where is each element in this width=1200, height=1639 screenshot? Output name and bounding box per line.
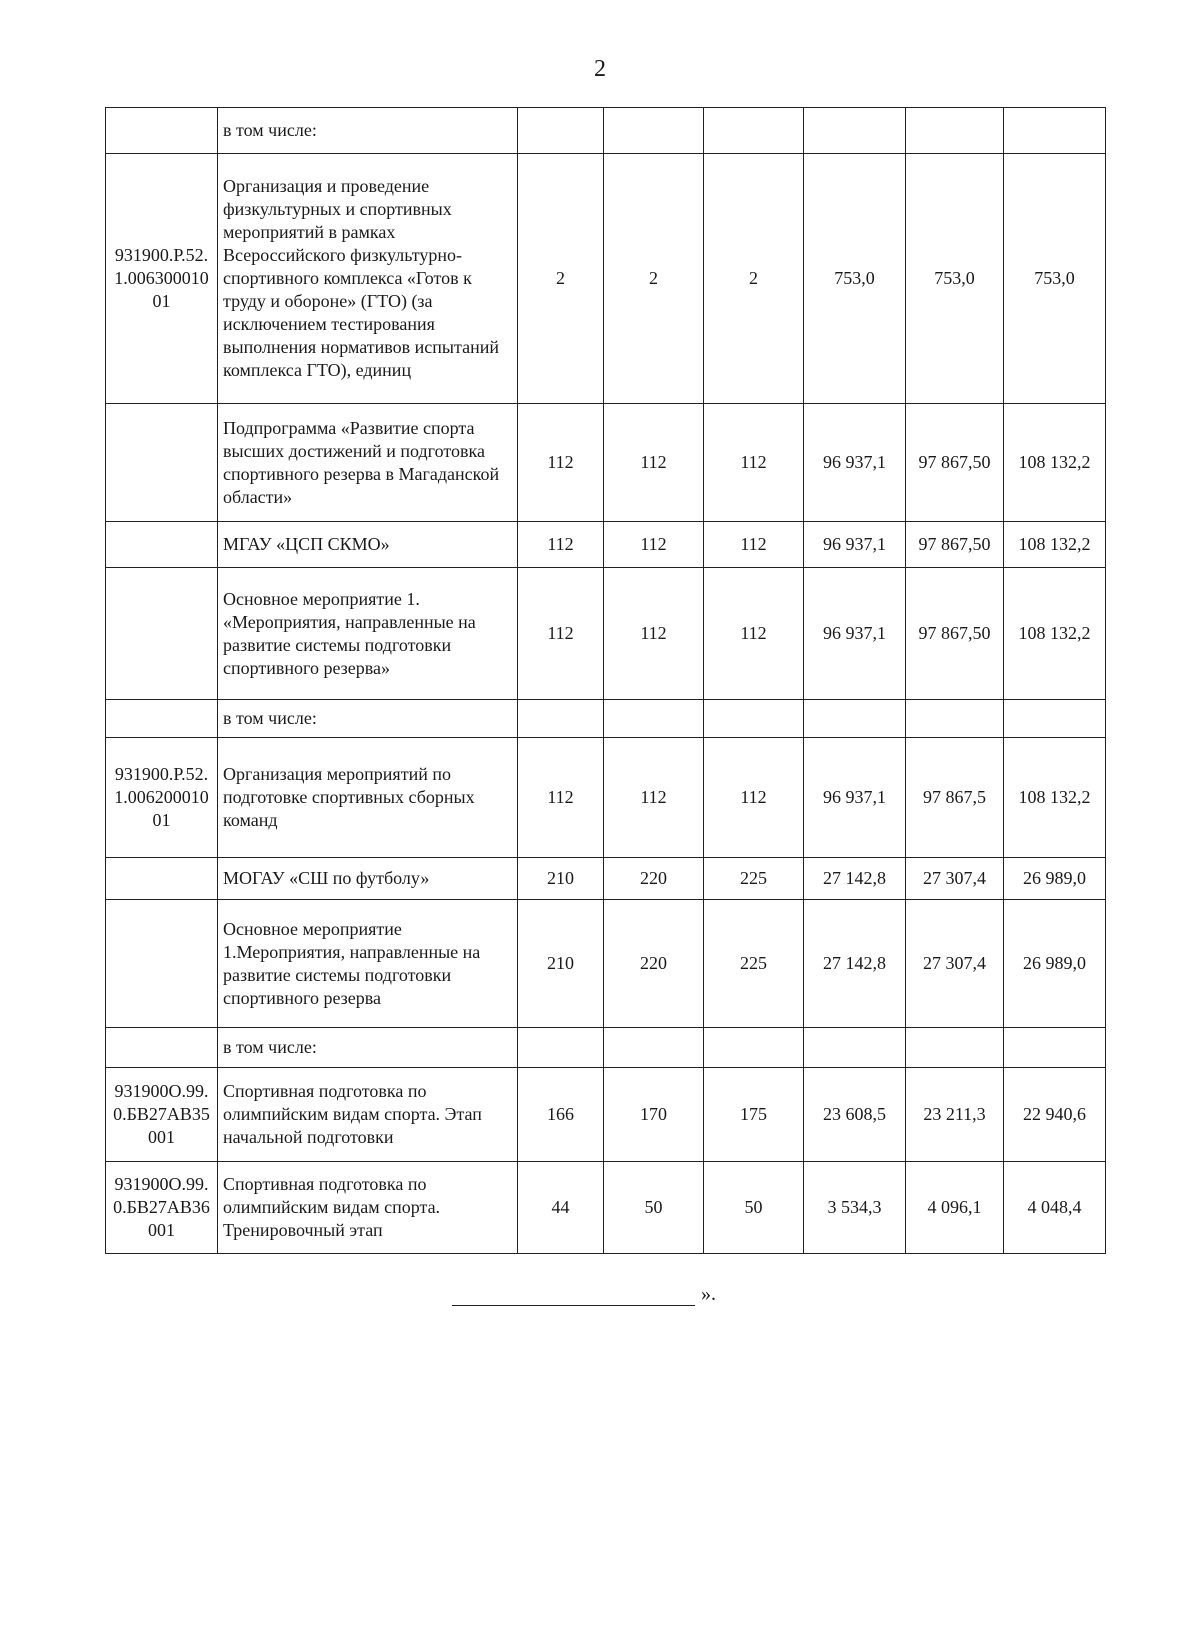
service-code-cell: 931900О.99.0.БВ27АВ35001 [106, 1068, 218, 1162]
value-cell-2 [604, 108, 704, 154]
value-cell-5 [906, 108, 1004, 154]
value-cell-2: 220 [604, 900, 704, 1028]
service-code-cell [106, 858, 218, 900]
value-cell-2: 112 [604, 522, 704, 568]
item-name-cell: МГАУ «ЦСП СКМО» [218, 522, 518, 568]
value-cell-2 [604, 1028, 704, 1068]
value-cell-6: 4 048,4 [1004, 1162, 1106, 1254]
service-code-cell [106, 404, 218, 522]
value-cell-5: 97 867,5 [906, 738, 1004, 858]
item-name-cell: МОГАУ «СШ по футболу» [218, 858, 518, 900]
table-body [106, 108, 1106, 1254]
table-row [106, 900, 1106, 1028]
table-row [106, 568, 1106, 700]
item-name-cell: Организация и проведение физкультурных и спортивных мероприятий в рамках Всероссийского физкультурно-спортивного комплекса «Готов к труду и обороне» (ГТО) (за исключением тестирования выполнения нормативов испытаний комплекса ГТО), единиц [218, 154, 518, 404]
value-cell-4: 96 937,1 [804, 738, 906, 858]
value-cell-1: 112 [518, 568, 604, 700]
item-name-cell: в том числе: [218, 108, 518, 154]
table-row [106, 738, 1106, 858]
value-cell-3 [704, 1028, 804, 1068]
value-cell-2: 112 [604, 738, 704, 858]
closing-line [452, 1283, 716, 1306]
value-cell-3: 175 [704, 1068, 804, 1162]
value-cell-6: 108 132,2 [1004, 568, 1106, 700]
value-cell-6: 26 989,0 [1004, 900, 1106, 1028]
value-cell-2: 2 [604, 154, 704, 404]
value-cell-5: 27 307,4 [906, 900, 1004, 1028]
value-cell-6 [1004, 108, 1106, 154]
value-cell-1: 166 [518, 1068, 604, 1162]
value-cell-2: 50 [604, 1162, 704, 1254]
value-cell-1: 210 [518, 858, 604, 900]
value-cell-4: 27 142,8 [804, 858, 906, 900]
item-name-cell: Подпрограмма «Развитие спорта высших достижений и подготовка спортивного резерва в Магаданской области» [218, 404, 518, 522]
service-code-cell [106, 568, 218, 700]
service-code-cell [106, 700, 218, 738]
value-cell-3: 225 [704, 858, 804, 900]
value-cell-3: 2 [704, 154, 804, 404]
value-cell-6: 108 132,2 [1004, 404, 1106, 522]
value-cell-4: 3 534,3 [804, 1162, 906, 1254]
signature-underline [452, 1285, 695, 1306]
value-cell-1: 112 [518, 522, 604, 568]
value-cell-5: 27 307,4 [906, 858, 1004, 900]
value-cell-5 [906, 700, 1004, 738]
value-cell-5: 97 867,50 [906, 568, 1004, 700]
value-cell-6: 753,0 [1004, 154, 1106, 404]
item-name-cell: Организация мероприятий по подготовке спортивных сборных команд [218, 738, 518, 858]
value-cell-3 [704, 108, 804, 154]
table-row [106, 522, 1106, 568]
table-row [106, 1162, 1106, 1254]
value-cell-4: 753,0 [804, 154, 906, 404]
value-cell-4 [804, 700, 906, 738]
value-cell-1 [518, 700, 604, 738]
table-row [106, 1028, 1106, 1068]
program-table [105, 107, 1106, 1254]
value-cell-5: 23 211,3 [906, 1068, 1004, 1162]
value-cell-6: 108 132,2 [1004, 522, 1106, 568]
value-cell-5: 97 867,50 [906, 404, 1004, 522]
value-cell-1: 2 [518, 154, 604, 404]
value-cell-4: 96 937,1 [804, 522, 906, 568]
service-code-cell [106, 108, 218, 154]
value-cell-5: 97 867,50 [906, 522, 1004, 568]
value-cell-3: 50 [704, 1162, 804, 1254]
table-row [106, 404, 1106, 522]
value-cell-1: 44 [518, 1162, 604, 1254]
value-cell-2: 112 [604, 404, 704, 522]
table-row [106, 154, 1106, 404]
value-cell-2 [604, 700, 704, 738]
service-code-cell [106, 522, 218, 568]
page-number: 2 [594, 56, 606, 82]
value-cell-2: 220 [604, 858, 704, 900]
service-code-cell: 931900.Р.52.1.00630001001 [106, 154, 218, 404]
table-row [106, 700, 1106, 738]
value-cell-1: 112 [518, 404, 604, 522]
value-cell-2: 170 [604, 1068, 704, 1162]
table-row [106, 1068, 1106, 1162]
item-name-cell: Основное мероприятие 1.Мероприятия, направленные на развитие системы подготовки спортивного резерва [218, 900, 518, 1028]
service-code-cell: 931900.Р.52.1.00620001001 [106, 738, 218, 858]
value-cell-6: 26 989,0 [1004, 858, 1106, 900]
service-code-cell: 931900О.99.0.БВ27АВ36001 [106, 1162, 218, 1254]
item-name-cell: Спортивная подготовка по олимпийским видам спорта. Тренировочный этап [218, 1162, 518, 1254]
value-cell-6: 108 132,2 [1004, 738, 1106, 858]
value-cell-5 [906, 1028, 1004, 1068]
value-cell-6 [1004, 1028, 1106, 1068]
value-cell-5: 753,0 [906, 154, 1004, 404]
value-cell-3: 112 [704, 568, 804, 700]
service-code-cell [106, 900, 218, 1028]
closing-quote: ». [701, 1283, 716, 1305]
value-cell-1 [518, 108, 604, 154]
table-row [106, 858, 1106, 900]
value-cell-1 [518, 1028, 604, 1068]
table-row [106, 108, 1106, 154]
value-cell-4: 96 937,1 [804, 404, 906, 522]
value-cell-6 [1004, 700, 1106, 738]
value-cell-3: 112 [704, 404, 804, 522]
item-name-cell: в том числе: [218, 1028, 518, 1068]
value-cell-4: 23 608,5 [804, 1068, 906, 1162]
value-cell-3 [704, 700, 804, 738]
value-cell-6: 22 940,6 [1004, 1068, 1106, 1162]
value-cell-1: 210 [518, 900, 604, 1028]
item-name-cell: в том числе: [218, 700, 518, 738]
value-cell-5: 4 096,1 [906, 1162, 1004, 1254]
item-name-cell: Основное мероприятие 1. «Мероприятия, направленные на развитие системы подготовки спортивного резерва» [218, 568, 518, 700]
value-cell-4: 27 142,8 [804, 900, 906, 1028]
value-cell-4 [804, 1028, 906, 1068]
value-cell-3: 112 [704, 738, 804, 858]
service-code-cell [106, 1028, 218, 1068]
item-name-cell: Спортивная подготовка по олимпийским видам спорта. Этап начальной подготовки [218, 1068, 518, 1162]
value-cell-3: 112 [704, 522, 804, 568]
value-cell-4 [804, 108, 906, 154]
value-cell-4: 96 937,1 [804, 568, 906, 700]
value-cell-3: 225 [704, 900, 804, 1028]
value-cell-2: 112 [604, 568, 704, 700]
value-cell-1: 112 [518, 738, 604, 858]
